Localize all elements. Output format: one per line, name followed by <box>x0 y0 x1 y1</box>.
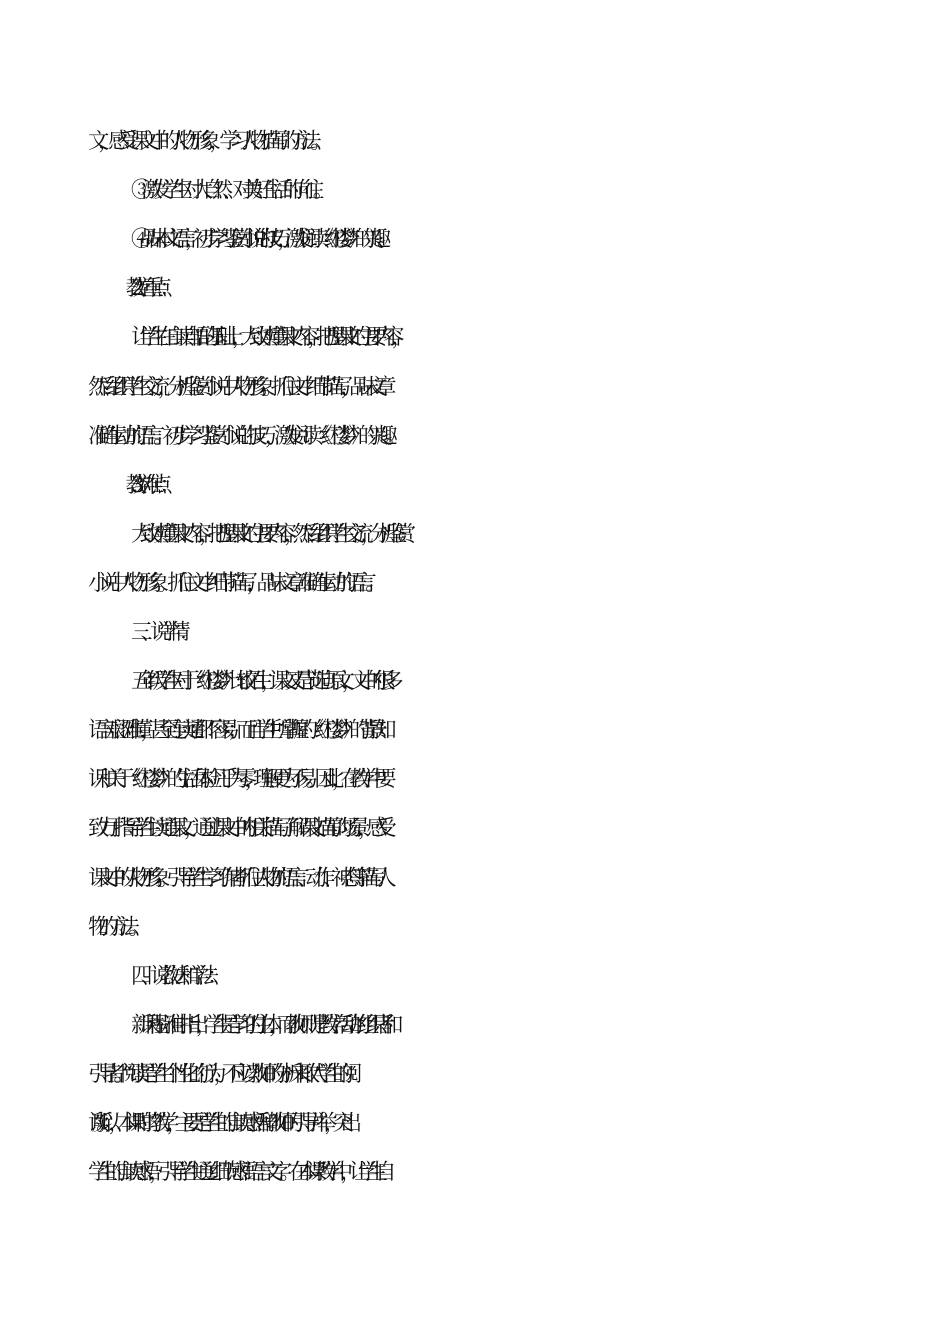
text-line: ④品味本文语言，初步学习鉴赏小说的技巧，激发阅读《红楼梦》的兴趣。 <box>131 227 386 252</box>
text-line: 让学生在自读自悟的基础上，大致读懂课文内容，把握课文的主要内容， <box>131 325 400 350</box>
text-line: 致力于指导学生读通课文，通过课文中的相关描写了解课文描写的场景，感受 <box>88 816 384 841</box>
text-line: 新课程标准中指出，学生是学习的主体，而教师则是教学活动的组织者和 <box>131 1013 391 1038</box>
text-line: 学生的自读感悟，引导学生通过细节感悟语言文字。在本课教学中，让学生自 <box>88 1160 384 1185</box>
text-line: 课文中的人物形象。引导学生学习作者抓住人物的语言、动作、神态等描写人 <box>88 866 384 891</box>
text-line: 语言艰涩难懂，甚至连读通都不容易；而且学生所掌握的《红楼梦》的背景知 <box>88 718 384 743</box>
section-heading: 3.教学难点： <box>131 473 169 498</box>
section-heading: 三、说学情： <box>131 620 189 645</box>
text-line: 引导者。“阅读是学生个性化的行为，不应以教师的分析来取代学生的阅 <box>88 1062 350 1087</box>
section-heading: 2.教学重点： <box>131 276 169 301</box>
text-line: 物的方法。 <box>88 915 139 940</box>
text-line: 小说中人物形象。抓住文中细节描写，品味文章准确生动的语言。 <box>88 571 376 596</box>
text-line: 然后组织学生交流，分析鉴赏小说中人物形象。抓住文中细节描写，品味文章 <box>88 375 384 400</box>
text-line: 准确生动的语言。初步学习鉴赏小说的技巧，激发阅读《红楼梦》的兴趣。 <box>88 424 395 449</box>
text-line: ③激发学生对大自然、对美好生活的向往。 <box>131 178 323 203</box>
text-line: 五年级学生对于《红楼梦》比较陌生，课文又是节选自原文，文中的很多 <box>131 669 391 694</box>
text-line: 文，感受课文中的人物形象，学习人物描写的方法。 <box>88 129 321 154</box>
text-line: 读。”所以，本课时的教学，主要是学生的自读感悟和教师的引导并举，突出 <box>88 1111 349 1136</box>
text-line: 识和关于《红楼梦》的生活体验几乎为零，理解更为不易。因此，在教学中要 <box>88 767 384 792</box>
section-heading: 四、说教法和学法： <box>131 964 217 989</box>
text-line: 大致读懂课文内容，把握课文的主要内容，然后组织学生交流，分析鉴赏 <box>131 522 404 547</box>
